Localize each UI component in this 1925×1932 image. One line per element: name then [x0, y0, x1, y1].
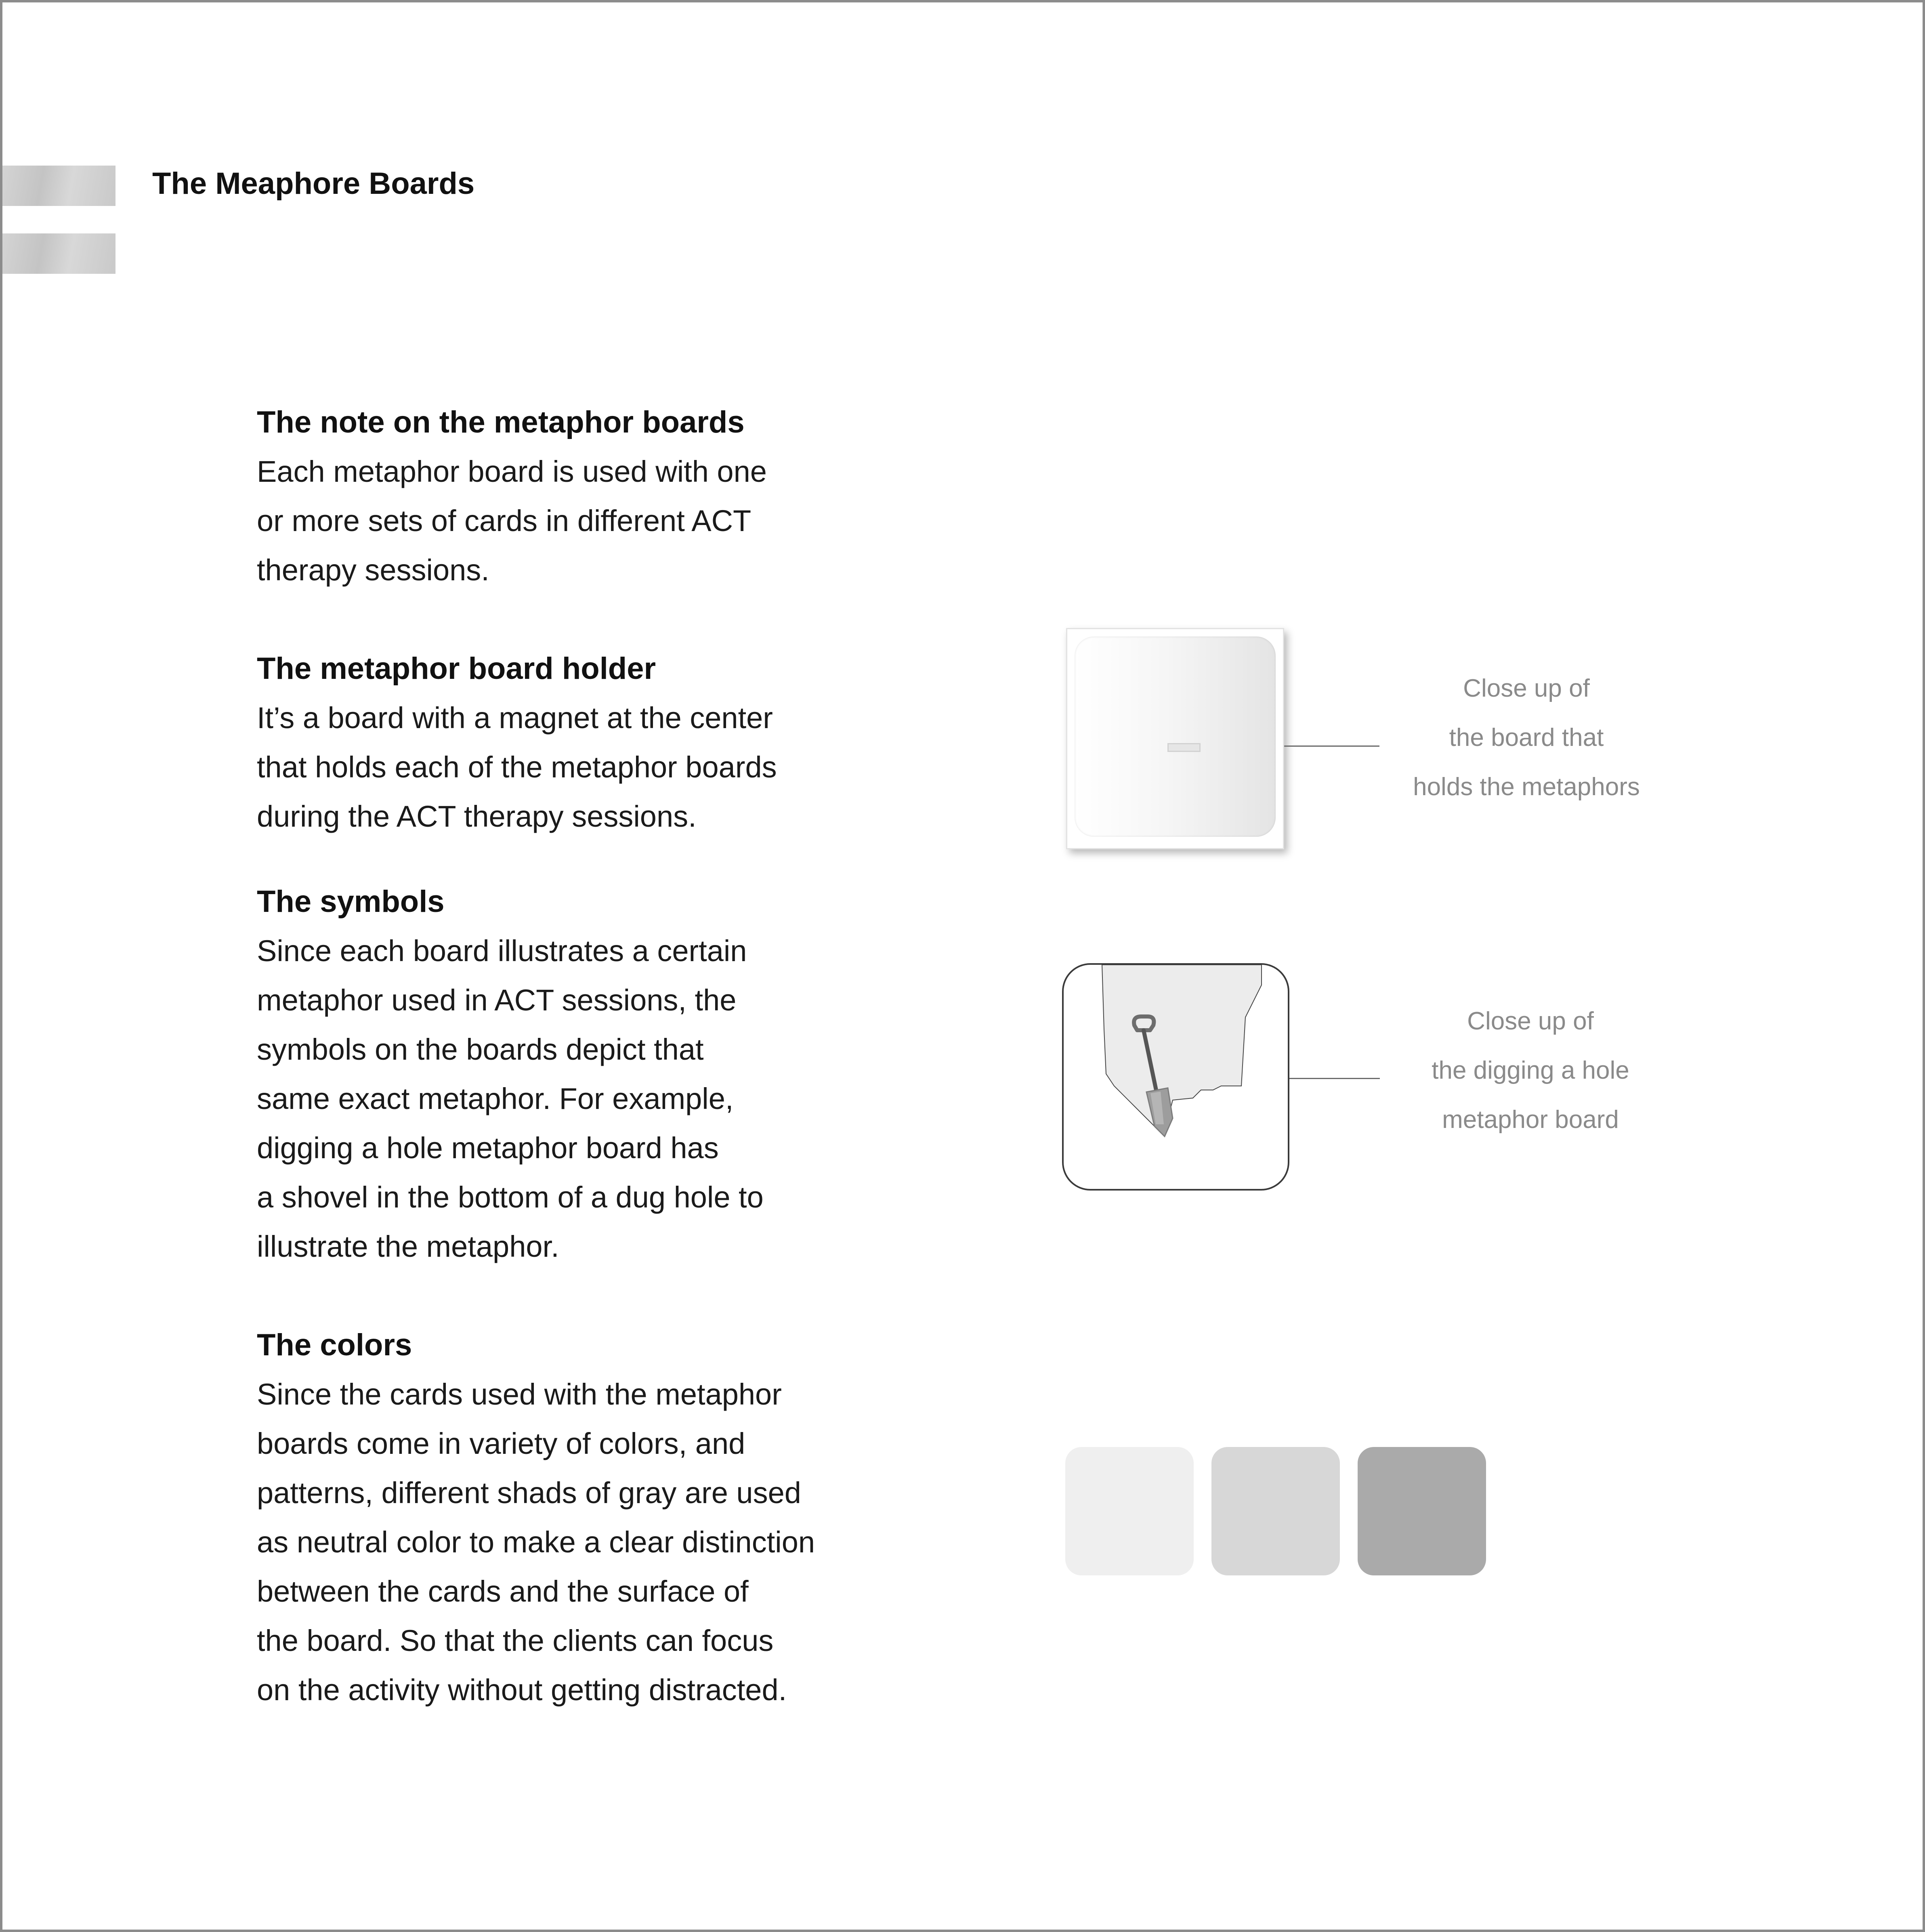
section-text-line: boards come in variety of colors, and [257, 1427, 745, 1460]
section-note [257, 398, 919, 595]
section-text-line: a shovel in the bottom of a dug hole to [257, 1180, 764, 1214]
section-text-line: as neutral color to make a clear distinction [257, 1525, 815, 1559]
caption-line: Close up of [1467, 1007, 1594, 1035]
caption-line: the digging a hole [1432, 1056, 1629, 1084]
section-text-line: or more sets of cards in different ACT [257, 504, 752, 538]
caption-line: Close up of [1463, 674, 1590, 702]
section-text-line: metaphor used in ACT sessions, the [257, 983, 737, 1017]
magnet-icon [1167, 743, 1201, 752]
section-text-line: same exact metaphor. For example, [257, 1082, 734, 1115]
dug-hole-shape [1064, 965, 1288, 1189]
section-text-line: on the activity without getting distracted. [257, 1673, 787, 1707]
section-text-line: that holds each of the metaphor boards [257, 750, 777, 784]
section-text-line: Since each board illustrates a certain [257, 934, 747, 968]
section-heading: The note on the metaphor boards [257, 405, 745, 439]
header-tab-bar-bottom [2, 233, 115, 274]
digging-hole-board-image [1062, 963, 1289, 1191]
swatch-light-gray [1065, 1447, 1194, 1575]
section-text-line: symbols on the boards depict that [257, 1033, 704, 1066]
header-tab-bar-top [2, 166, 115, 206]
hole-caption [1349, 997, 1712, 1144]
holder-caption [1345, 664, 1708, 812]
caption-line: the board that [1449, 724, 1604, 752]
section-text-line: It’s a board with a magnet at the center [257, 701, 773, 735]
swatch-dark-gray [1358, 1447, 1486, 1575]
section-heading: The symbols [257, 884, 445, 919]
section-symbols [257, 877, 919, 1271]
section-heading: The colors [257, 1328, 412, 1362]
board-holder-image [1066, 628, 1284, 849]
page-title: The Meaphore Boards [152, 166, 475, 201]
caption-line: metaphor board [1442, 1106, 1619, 1134]
section-text-line: during the ACT therapy sessions. [257, 800, 697, 833]
board-holder-surface [1075, 636, 1276, 837]
caption-line: holds the metaphors [1413, 773, 1640, 801]
section-text-line: digging a hole metaphor board has [257, 1131, 719, 1165]
section-text-line: patterns, different shads of gray are used [257, 1476, 801, 1510]
section-text-line: Each metaphor board is used with one [257, 455, 767, 488]
section-holder [257, 644, 919, 841]
section-text-line: illustrate the metaphor. [257, 1230, 559, 1263]
section-heading: The metaphor board holder [257, 651, 656, 686]
section-text-line: Since the cards used with the metaphor [257, 1378, 782, 1411]
section-text-line: therapy sessions. [257, 553, 489, 587]
section-text-line: the board. So that the clients can focus [257, 1624, 774, 1657]
swatch-medium-gray [1211, 1447, 1340, 1575]
section-colors [257, 1321, 919, 1715]
section-text-line: between the cards and the surface of [257, 1575, 749, 1608]
